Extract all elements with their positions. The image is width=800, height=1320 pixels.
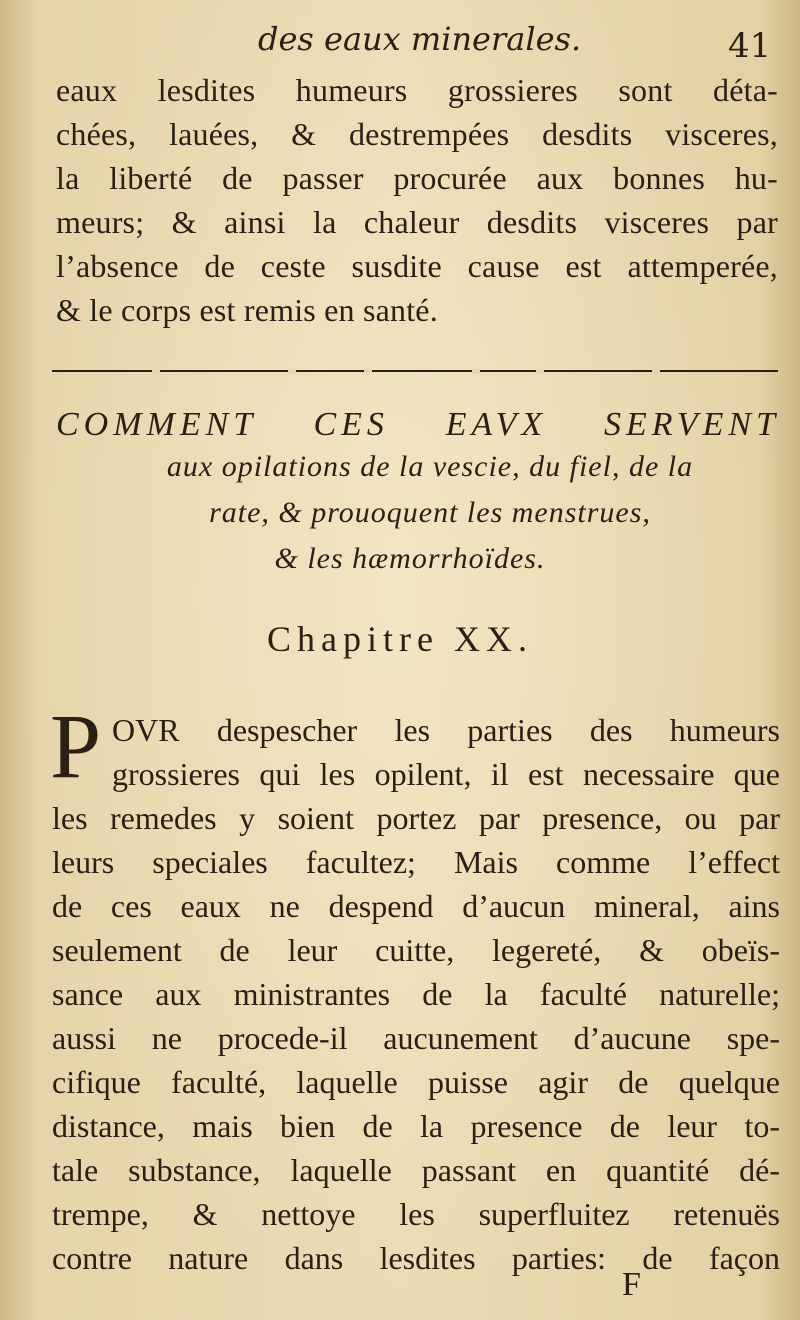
drop-cap: P [50,695,102,797]
section-title-line: & les hæmorrhoïdes. [274,542,546,575]
page-number: 41 [728,26,772,66]
text-line: meurs; & ainsi la chaleur desdits visceres par [56,204,778,240]
text-line: OVR despescher les parties des humeurs [112,712,780,748]
text-line: de ces eaux ne despend d’aucun mineral, ains [52,888,780,924]
text-line: & le corps est remis en santé. [56,292,438,328]
text-line: chées, lauées, & destrempées desdits visceres, [56,116,778,152]
section-title-line: rate, & prouoquent les menstrues, [209,496,651,529]
text-line: aussi ne procede-il aucunement d’aucune spe- [52,1020,780,1056]
catchword: F [622,1266,641,1303]
text-line: grossieres qui les opilent, il est necessaire que [112,756,780,792]
section-rule [52,370,778,372]
text-line: l’absence de ceste susdite cause est attemperée, [56,248,778,284]
text-line: tale substance, laquelle passant en quantité dé- [52,1152,780,1188]
text-line: la liberté de passer procurée aux bonnes hu- [56,160,778,196]
text-line: seulement de leur cuitte, legereté, & obeïs- [52,932,780,968]
page-header [0,16,800,64]
running-title: des eaux minerales. [258,20,582,58]
section-title-line: aux opilations de la vescie, du fiel, de la [166,450,694,483]
text-line: distance, mais bien de la presence de leur to- [52,1108,780,1144]
text-line: sance aux ministrantes de la faculté naturelle; [52,976,780,1012]
text-line: contre nature dans lesdites parties: de façon [52,1240,780,1276]
text-line: cifique faculté, laquelle puisse agir de quelque [52,1064,780,1100]
section-title-line: COMMENT CES EAVX SERVENT [56,406,780,443]
text-line: eaux lesdites humeurs grossieres sont déta- [56,72,778,108]
text-line: les remedes y soient portez par presence, ou par [52,800,780,836]
chapter-heading: Chapitre XX. [267,619,533,659]
text-line: trempe, & nettoye les superfluitez retenuës [52,1196,780,1232]
text-line: leurs speciales facultez; Mais comme l’effect [52,844,780,880]
